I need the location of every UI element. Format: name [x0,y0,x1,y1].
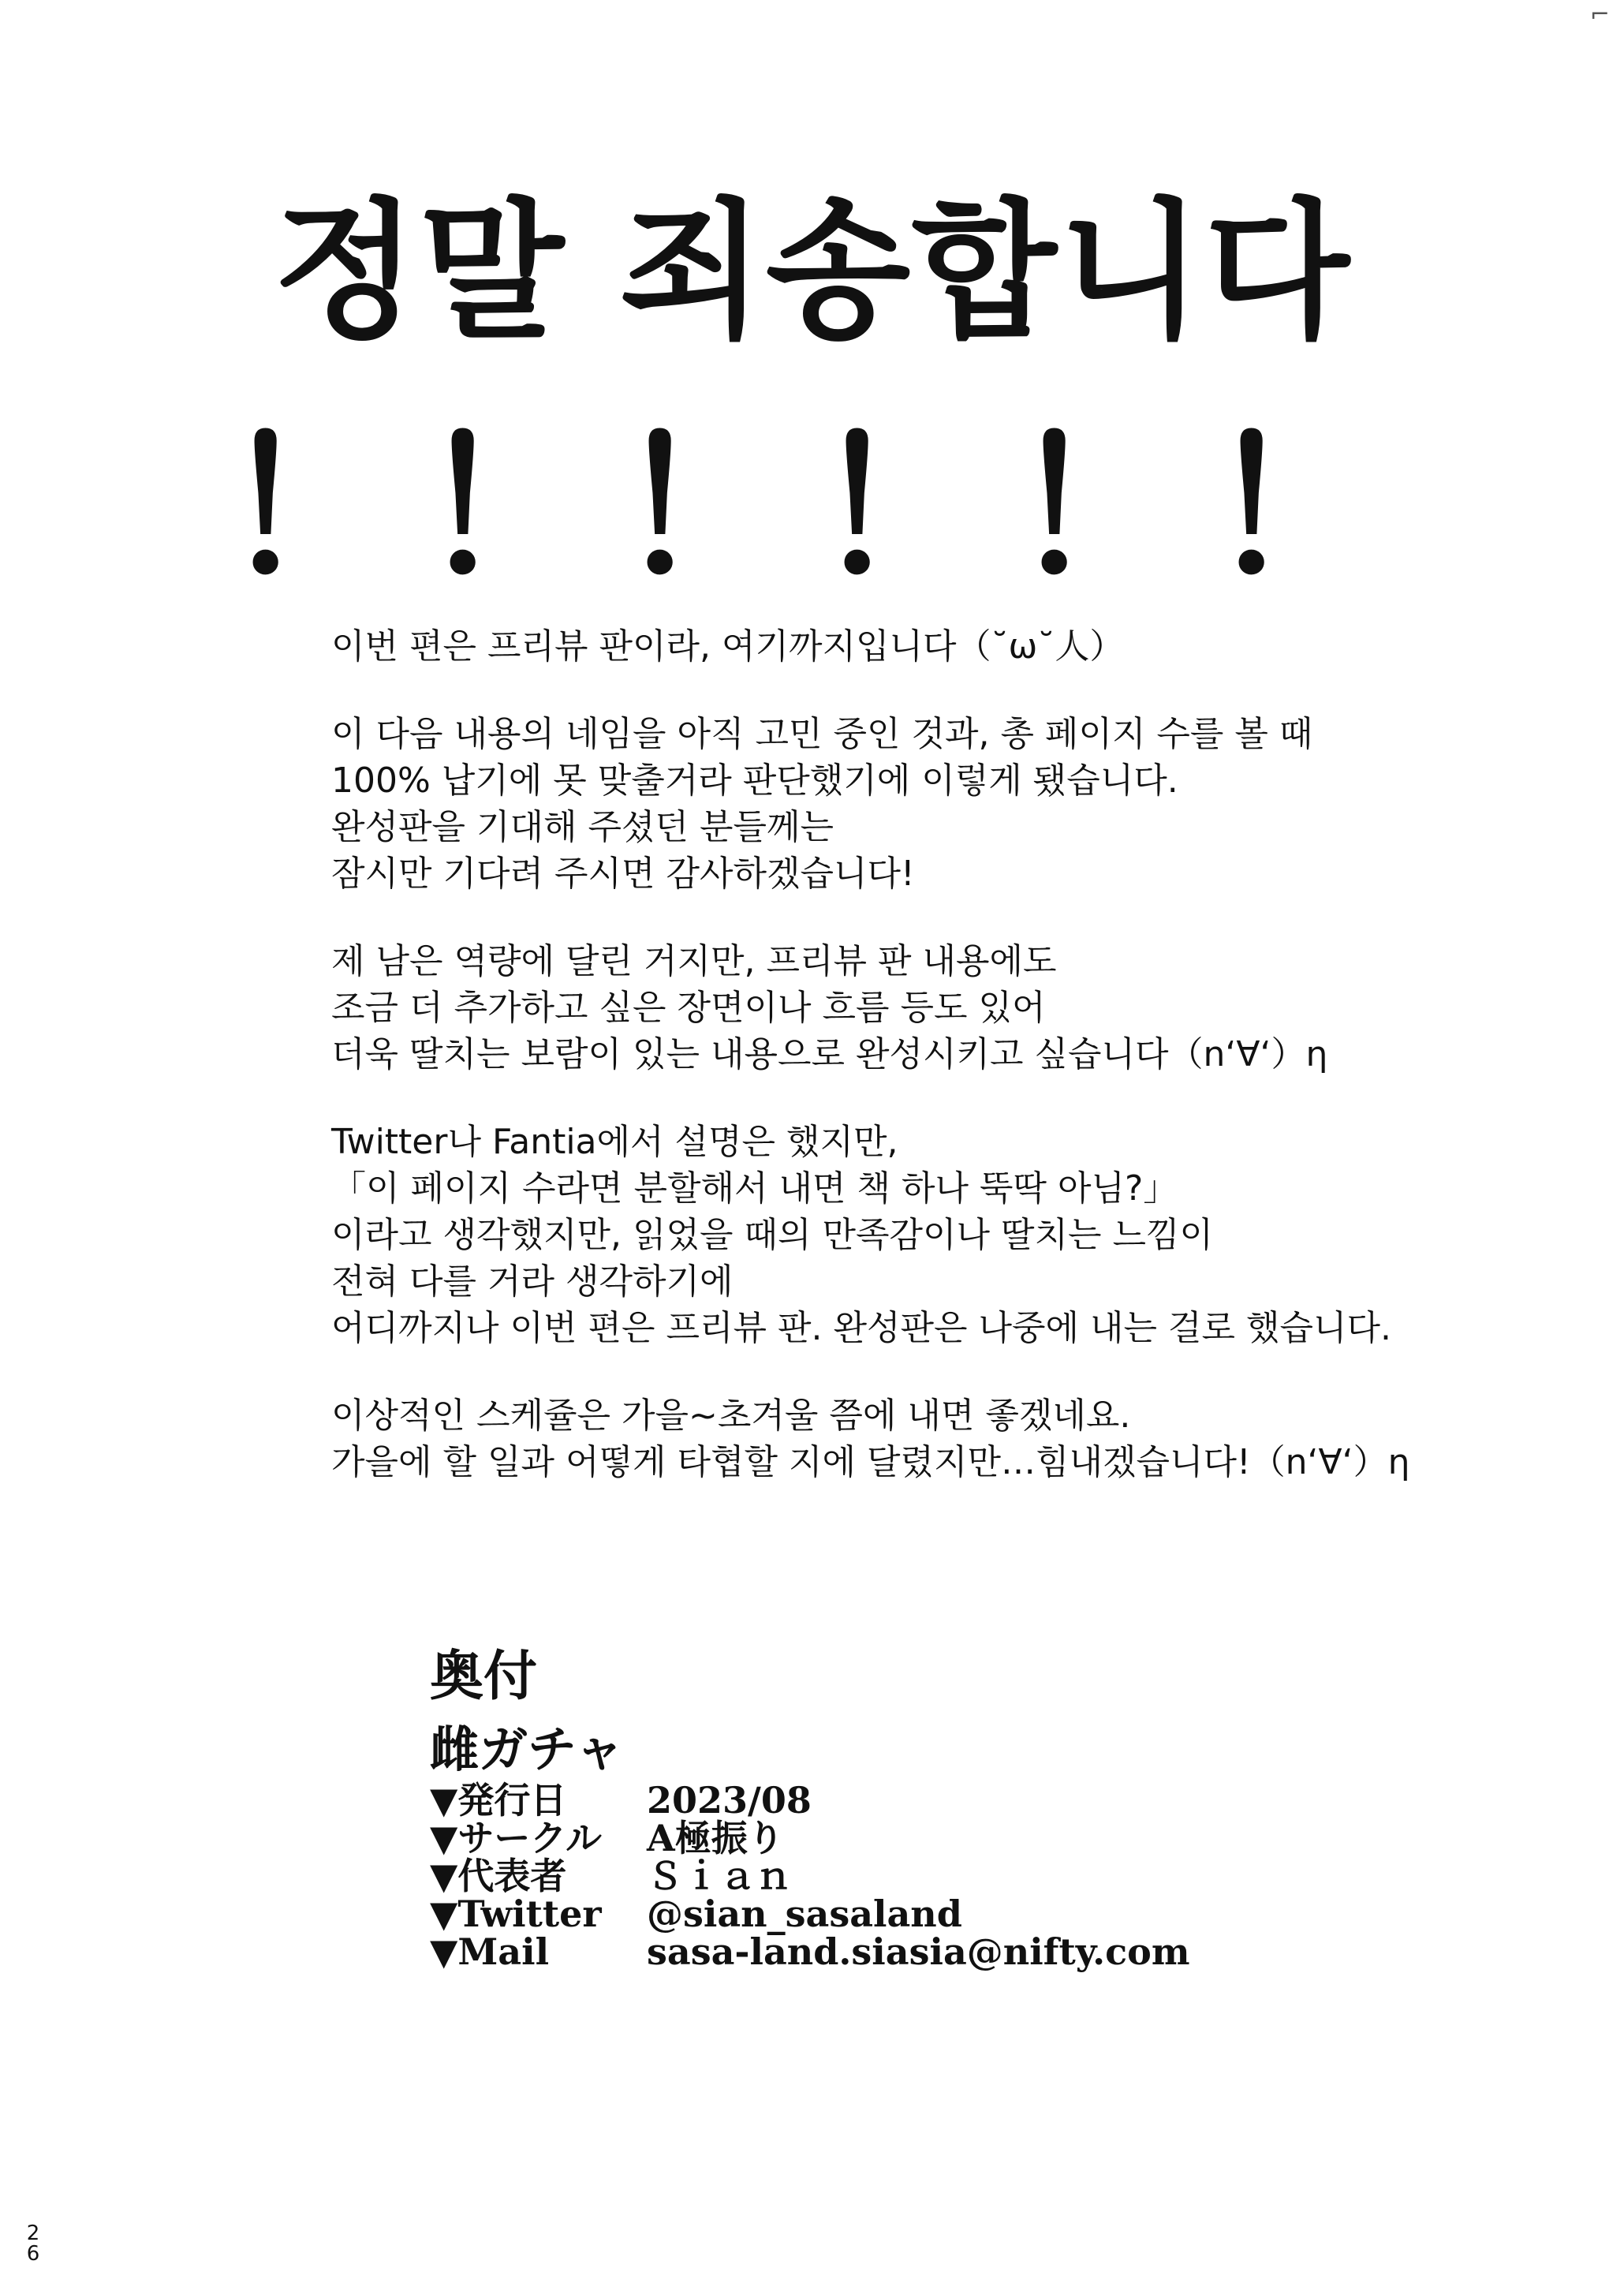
page-number-digit: 6 [26,2242,40,2266]
text-line: 더욱 딸치는 보람이 있는 내용으로 완성시키고 싶습니다（n‘∀‘）η [331,1034,1328,1074]
info-value: @sian_sasaland [647,1893,962,1935]
text-line: 잠시만 기다려 주시면 감사하겠습니다! [331,854,915,894]
paragraph-preview-note [331,623,1435,670]
info-value: Ｓｉａｎ [647,1855,792,1897]
text-line: 이라고 생각했지만, 읽었을 때의 만족감이나 딸치는 느낌이 [331,1215,1213,1255]
info-label: ▼Twitter [430,1893,602,1935]
info-row-publish-date [430,1779,1190,1822]
info-row-mail [430,1930,1190,1973]
book-title: 雌ガチャ [430,1721,625,1778]
paragraph-delay-reason [331,711,1435,897]
info-label: ▼サークル [430,1817,602,1859]
info-row-circle [430,1819,1190,1857]
text-line: 조금 더 추가하고 싶은 장면이나 흐름 등도 있어 [331,988,1046,1028]
paragraph-split-explanation [331,1119,1435,1351]
text-line: Twitter나 Fantia에서 설명은 했지만, [331,1122,898,1162]
exclamation-marks: ！！！！！！ [220,402,1404,615]
text-line: 제 남은 역량에 달린 거지만, 프리뷰 판 내용에도 [331,941,1057,981]
corner-tick-mark: ⌐ [1589,1,1610,28]
info-label: ▼Mail [430,1930,550,1973]
text-line: 「이 페이지 수라면 분할해서 내면 책 하나 뚝딱 아님?」 [331,1168,1178,1209]
paragraph-schedule [331,1392,1435,1485]
info-label: ▼代表者 [430,1855,567,1897]
text-line: 이상적인 스케쥴은 가을~초겨울 쯤에 내면 좋겠네요. [331,1396,1131,1436]
afterword-body [331,623,1435,1526]
info-value: sasa-land.siasia@nifty.com [647,1930,1190,1973]
text-line: 100% 납기에 못 맞출거라 판단했기에 이렇게 됐습니다. [331,760,1178,801]
text-line: 이번 편은 프리뷰 판이라, 여기까지입니다（˘ω˘人） [331,626,1125,667]
text-line: 가을에 할 일과 어떻게 타협할 지에 달렸지만…힘내겠습니다!（n‘∀‘）η [331,1442,1410,1482]
info-row-representative [430,1857,1190,1895]
text-line: 어디까지나 이번 편은 프리뷰 판. 완성판은 나중에 내는 걸로 했습니다. [331,1308,1391,1348]
page-number-digit: 2 [26,2222,40,2245]
text-line: 전혀 다를 거라 생각하기에 [331,1261,734,1302]
apology-headline: 정말 죄송합니다 [273,185,1351,359]
info-row-twitter [430,1895,1190,1933]
info-label: ▼発行日 [430,1779,567,1822]
colophon [430,1641,1190,1971]
text-line: 완성판을 기대해 주셨던 분들께는 [331,807,834,847]
info-value: 2023/08 [647,1779,812,1822]
info-value: A極振り [647,1817,784,1859]
page-number [25,2223,41,2264]
paragraph-additions [331,938,1435,1078]
text-line: 이 다음 내용의 네임을 아직 고민 중인 것과, 총 페이지 수를 볼 때 [331,714,1313,754]
colophon-heading: 奥付 [430,1645,538,1708]
